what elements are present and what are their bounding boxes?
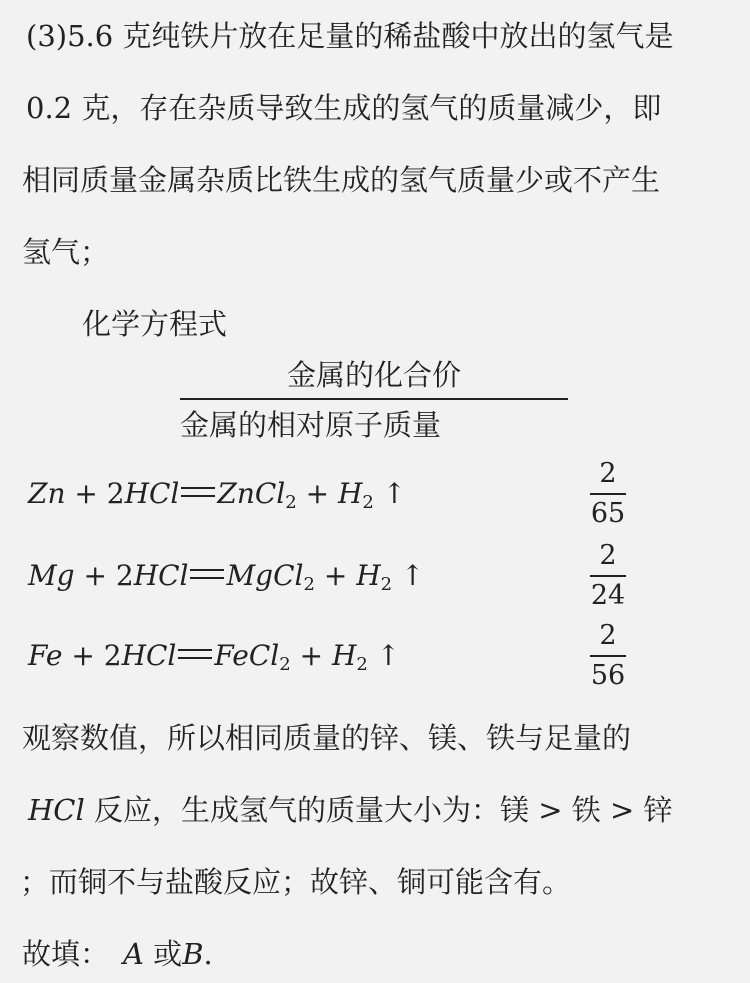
- coefficient: 2: [103, 639, 122, 672]
- gas-arrow: ↑: [373, 477, 407, 510]
- fraction-numerator: 2: [599, 458, 617, 489]
- conclusion-line-1: 观察数值，所以相同质量的锌、镁、铁与足量的: [22, 721, 632, 755]
- product-gas: H: [331, 639, 357, 672]
- equals-sign: [178, 649, 212, 659]
- plus-sign: +: [65, 477, 107, 510]
- ratio-fraction-fe: [590, 620, 626, 692]
- subscript: 2: [362, 492, 374, 513]
- fraction-numerator: 2: [599, 620, 617, 651]
- equation-fe: [28, 638, 400, 674]
- reactant-metal: Fe: [28, 639, 63, 672]
- answer-or: 或: [143, 937, 183, 971]
- plus-sign: +: [290, 639, 332, 672]
- answer-label: 故填：: [22, 937, 110, 971]
- ratio-fraction-zn: [590, 458, 626, 530]
- subscript: 2: [356, 654, 368, 675]
- fraction-numerator: 2: [599, 540, 617, 571]
- answer-period: .: [203, 937, 213, 971]
- answer-option-b: B: [182, 937, 204, 971]
- line-text: 克纯铁片放在足量的稀盐酸中放出的氢气是: [113, 19, 674, 53]
- ratio-header-fraction: [180, 356, 568, 444]
- greater-than-sign: >: [529, 793, 572, 827]
- mass-value: 5.6: [67, 19, 114, 53]
- equals-sign: [190, 569, 224, 579]
- acid-formula: HCl: [124, 477, 180, 510]
- reactant-metal: Zn: [28, 477, 66, 510]
- fraction-bar: [590, 655, 626, 657]
- reactant-metal: Mg: [28, 559, 75, 592]
- fraction-denominator: 56: [590, 660, 626, 691]
- product-gas: H: [337, 477, 363, 510]
- acid-formula: HCl: [121, 639, 177, 672]
- fraction-bar: [180, 398, 568, 400]
- paragraph-line-4: 氢气；: [22, 235, 110, 269]
- equals-sign: [181, 487, 215, 497]
- plus-sign: +: [314, 559, 357, 592]
- plus-sign: +: [296, 477, 338, 510]
- fraction-bar: [590, 493, 626, 495]
- equation-header-label: 化学方程式: [82, 307, 228, 341]
- subscript: 2: [380, 574, 393, 595]
- plus-sign: +: [62, 639, 104, 672]
- line-text: 克，存在杂质导致生成的氢气的质量减少，即: [72, 91, 662, 125]
- product-salt: ZnCl: [217, 477, 286, 510]
- subscript: 2: [303, 574, 315, 595]
- gas-arrow: ↑: [392, 559, 425, 592]
- fraction-denominator: 65: [590, 498, 626, 529]
- equation-mg: [28, 558, 424, 594]
- equation-zn: [28, 476, 406, 512]
- conclusion-line-3: ；而铜不与盐酸反应；故锌、铜可能含有。: [20, 865, 572, 899]
- ratio-numerator: 金属的化合价: [286, 358, 461, 392]
- greater-than-sign: >: [600, 793, 644, 827]
- fraction-denominator: 24: [590, 580, 626, 611]
- answer-option-a: A: [123, 937, 144, 971]
- part-label: (3): [26, 19, 68, 53]
- paragraph-line-3: 相同质量金属杂质比铁生成的氢气质量少或不产生: [22, 163, 661, 197]
- subscript: 2: [285, 492, 297, 513]
- product-salt: MgCl: [226, 559, 304, 592]
- line-text: 锌: [643, 793, 673, 827]
- product-salt: FeCl: [214, 639, 280, 672]
- subscript: 2: [279, 654, 291, 675]
- paragraph-line-2: [26, 90, 661, 126]
- plus-sign: +: [74, 559, 116, 592]
- acid-formula: HCl: [133, 559, 189, 592]
- coefficient: 2: [106, 477, 125, 510]
- acid-formula: HCl: [28, 793, 85, 827]
- mass-value: 0.2: [26, 91, 73, 125]
- line-text: 铁: [571, 793, 601, 827]
- product-gas: H: [356, 559, 381, 592]
- ratio-denominator: 金属的相对原子质量: [180, 408, 442, 442]
- line-text: 反应，生成氢气的质量大小为：镁: [84, 793, 529, 827]
- paragraph-line-1: [26, 18, 673, 54]
- coefficient: 2: [115, 559, 134, 592]
- ratio-fraction-mg: [590, 540, 626, 612]
- fraction-bar: [590, 575, 626, 577]
- conclusion-line-2: [28, 792, 673, 828]
- answer-line: [22, 936, 213, 972]
- gas-arrow: ↑: [367, 639, 401, 672]
